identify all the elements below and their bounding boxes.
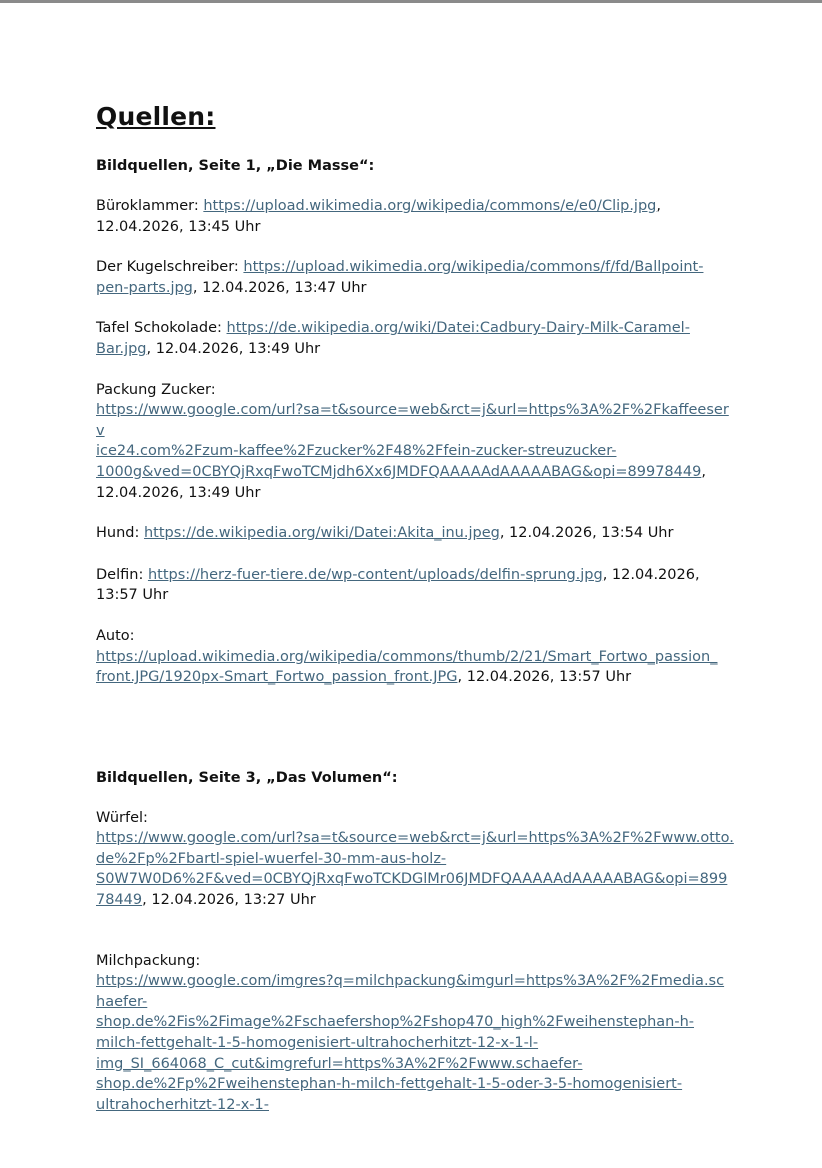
source-link-continued[interactable]: pen-parts.jpg [96,279,193,296]
page-title: Quellen: [96,102,216,131]
source-link-continued[interactable]: de%2Fp%2Fbartl-spiel-wuerfel-30-mm-aus-holz- [96,850,447,867]
entry-date-continued: 13:57 Uhr [96,587,169,604]
source-entry-hund [96,523,736,544]
entry-date: 12.04.2026, 13:45 Uhr [96,218,261,235]
source-link[interactable]: https://upload.wikimedia.org/wikipedia/commons/f/fd/Ballpoint- [243,259,704,276]
entry-date: , 12.04.2026, 13:47 Uhr [192,279,367,296]
source-entry-schokolade [96,318,736,359]
source-link-continued[interactable]: Bar.jpg [96,340,147,357]
source-entry-delfin [96,565,736,606]
section-heading-page1: Bildquellen, Seite 1, „Die Masse“: [96,158,375,174]
source-link[interactable]: https://de.wikipedia.org/wiki/Datei:Akita_inu.jpeg [143,525,500,542]
source-link-continued[interactable]: haefer- [96,993,148,1010]
source-link[interactable]: https://www.google.com/url?sa=t&source=web&rct=j&url=https%3A%2F%2Fkaffeeserv [96,402,729,439]
source-link[interactable]: https://upload.wikimedia.org/wikipedia/commons/thumb/2/21/Smart_Fortwo_passion_ [96,648,718,665]
entry-label: Der Kugelschreiber: [96,259,244,276]
section-heading-page3: Bildquellen, Seite 3, „Das Volumen“: [96,769,398,786]
source-link[interactable]: https://herz-fuer-tiere.de/wp-content/uploads/delfin-sprung.jpg [147,566,603,583]
source-link-continued[interactable]: 1000g&ved=0CBYQjRxqFwoTCMjdh6Xx6JMDFQAAAAAdAAAAABAG&opi=89978449 [96,463,702,480]
source-entry-zucker [96,380,736,504]
source-link[interactable]: https://upload.wikimedia.org/wikipedia/commons/e/e0/Clip.jpg [203,198,657,214]
source-link-continued[interactable]: img_SI_664068_C_cut&imgrefurl=https%3A%2F%2Fwww.schaefer- [96,1055,583,1072]
entry-date: , 12.04.2026, 13:57 Uhr [457,669,632,686]
source-link[interactable]: https://de.wikipedia.org/wiki/Datei:Cadbury-Dairy-Milk-Caramel- [226,320,690,337]
source-link-continued[interactable]: shop.de%2Fp%2Fweihenstephan-h-milch-fettgehalt-1-5-oder-3-5-homogenisiert- [96,1076,683,1093]
source-link-continued[interactable]: ultrahocherhitzt-12-x-1- [96,1096,269,1113]
entry-label: Tafel Schokolade: [96,320,227,337]
entry-suffix: , [701,463,706,480]
entry-label: Hund: [96,525,144,542]
source-entry-milchpackung [96,951,736,1116]
source-link-continued[interactable]: ice24.com%2Fzum-kaffee%2Fzucker%2F48%2Ffein-zucker-streuzucker- [96,443,617,460]
entry-date: , 12.04.2026, 13:54 Uhr [499,525,674,542]
entry-date: , 12.04.2026, [602,566,700,583]
entry-label: Packung Zucker: [96,381,216,398]
source-entry-wuerfel [96,808,736,911]
source-link[interactable]: https://www.google.com/imgres?q=milchpackung&imgurl=https%3A%2F%2Fmedia.sc [96,973,725,990]
source-link-continued[interactable]: 78449 [96,892,143,909]
entry-label: Delfin: [96,566,148,583]
source-entry-auto [96,626,736,688]
source-link-continued[interactable]: S0W7W0D6%2F&ved=0CBYQjRxqFwoTCKDGlMr06JMDFQAAAAAdAAAAABAG&opi=899 [96,871,728,888]
source-entry-kugelschreiber [96,257,736,298]
entry-date: 12.04.2026, 13:49 Uhr [96,484,261,501]
entry-suffix: , [656,198,661,214]
top-border [0,0,822,3]
entry-label: Milchpackung: [96,952,201,969]
entry-date: , 12.04.2026, 13:49 Uhr [146,340,321,357]
source-entry-bueroklammer [96,196,736,237]
source-link[interactable]: https://www.google.com/url?sa=t&source=web&rct=j&url=https%3A%2F%2Fwww.otto. [96,830,734,847]
source-link-continued[interactable]: front.JPG/1920px-Smart_Fortwo_passion_front.JPG [96,669,458,686]
document-page [96,98,736,1115]
entry-label: Würfel: [96,809,148,826]
source-link-continued[interactable]: milch-fettgehalt-1-5-homogenisiert-ultrahocherhitzt-12-x-1-l- [96,1035,539,1052]
source-link-continued[interactable]: shop.de%2Fis%2Fimage%2Fschaefershop%2Fshop470_high%2Fweihenstephan-h- [96,1014,694,1031]
entry-label: Büroklammer: [96,198,204,214]
entry-label: Auto: [96,627,135,644]
entry-date: , 12.04.2026, 13:27 Uhr [142,892,316,909]
